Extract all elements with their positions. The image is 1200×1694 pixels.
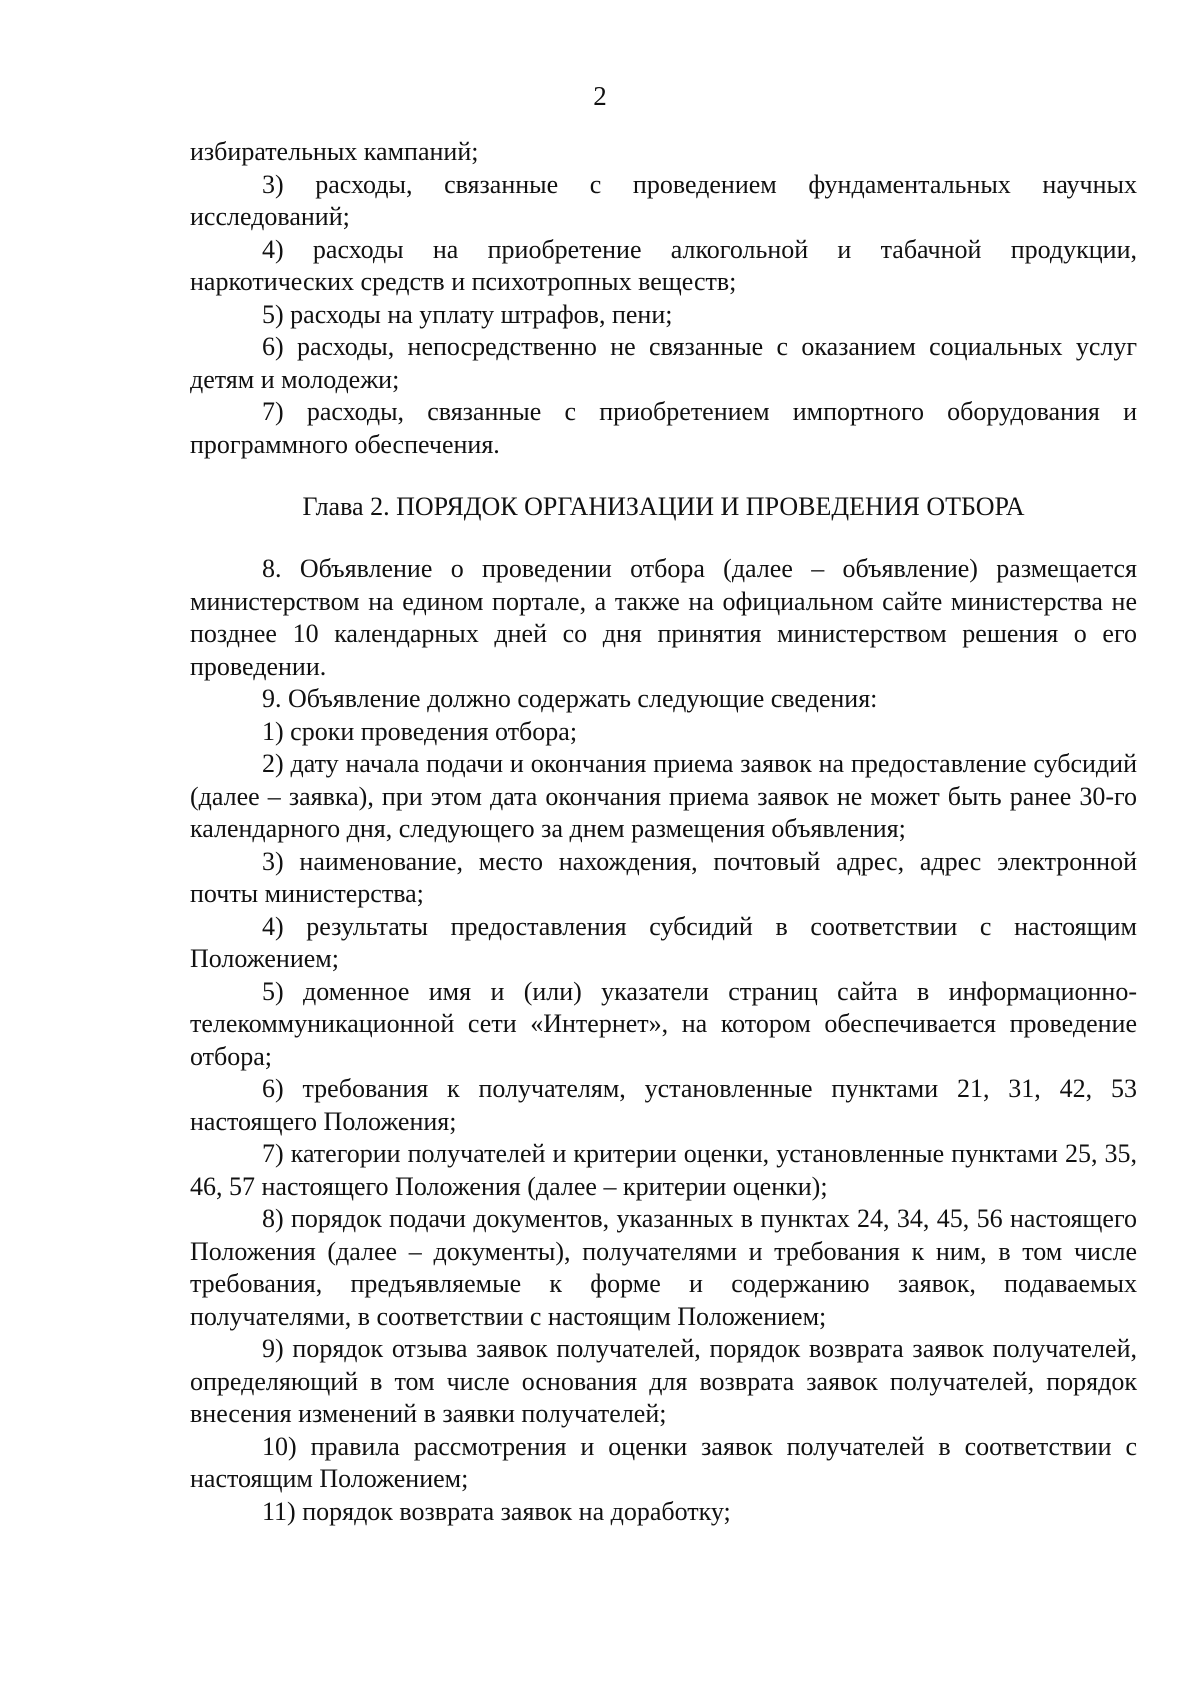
paragraph-8: 8. Объявление о проведении отбора (далее – объявление) размещается министерством на едином портале, а также на официальном сайте министерства не позднее 10 календарных дней со дня принятия министерством решения о его проведении. <box>190 554 1137 681</box>
page-number: 2 <box>593 81 607 111</box>
paragraph-top-2: 4) расходы на приобретение алкогольной и табачной продукции, наркотических средств и психотропных веществ; <box>190 234 1137 296</box>
chapter-heading: Глава 2. ПОРЯДОК ОРГАНИЗАЦИИ И ПРОВЕДЕНИЯ ОТБОРА <box>302 492 1025 521</box>
paragraph-top-0: избирательных кампаний; <box>190 137 479 166</box>
document-body <box>190 136 1137 1528</box>
list-item-4: 4) результаты предоставления субсидий в соответствии с настоящим Положением; <box>190 911 1137 973</box>
paragraph-top-5: 7) расходы, связанные с приобретением импортного оборудования и программного обеспечения. <box>190 397 1137 459</box>
list-item-3: 3) наименование, место нахождения, почтовый адрес, адрес электронной почты министерства; <box>190 846 1137 908</box>
paragraph-9: 9. Объявление должно содержать следующие сведения: <box>262 684 878 713</box>
list-item-10: 10) правила рассмотрения и оценки заявок получателей в соответствии с настоящим Положением; <box>190 1431 1137 1493</box>
list-item-1: 1) сроки проведения отбора; <box>262 716 578 746</box>
paragraph-top-4: 6) расходы, непосредственно не связанные с оказанием социальных услуг детям и молодежи; <box>190 332 1137 394</box>
list-item-6: 6) требования к получателям, установленные пунктами 21, 31, 42, 53 настоящего Положения; <box>190 1074 1137 1136</box>
list-item-2: 2) дату начала подачи и окончания приема заявок на предоставление субсидий (далее – заявка), при этом дата окончания приема заявок не может быть ранее 30-го календарного дня, следующего за днем размещения объявления; <box>190 749 1137 843</box>
list-item-5: 5) доменное имя и (или) указатели страниц сайта в информационно-телекоммуникационной сети «Интернет», на котором обеспечивается проведение отбора; <box>190 976 1137 1071</box>
list-item-11: 11) порядок возврата заявок на доработку; <box>262 1496 731 1526</box>
paragraph-top-3: 5) расходы на уплату штрафов, пени; <box>262 299 673 329</box>
list-item-7: 7) категории получателей и критерии оценки, установленные пунктами 25, 35, 46, 57 настоящего Положения (далее – критерии оценки); <box>190 1139 1137 1201</box>
list-item-9: 9) порядок отзыва заявок получателей, порядок возврата заявок получателей, определяющий в том числе основания для возврата заявок получателей, порядок внесения изменений в заявки получателей; <box>190 1334 1137 1428</box>
list-item-8: 8) порядок подачи документов, указанных в пунктах 24, 34, 45, 56 настоящего Положения (далее – документы), получателями и требования к ним, в том числе требования, предъявляемые к форме и содержанию заявок, подаваемых получателями, в соответствии с настоящим Положением; <box>190 1204 1137 1331</box>
paragraph-top-1: 3) расходы, связанные с проведением фундаментальных научных исследований; <box>190 169 1137 231</box>
